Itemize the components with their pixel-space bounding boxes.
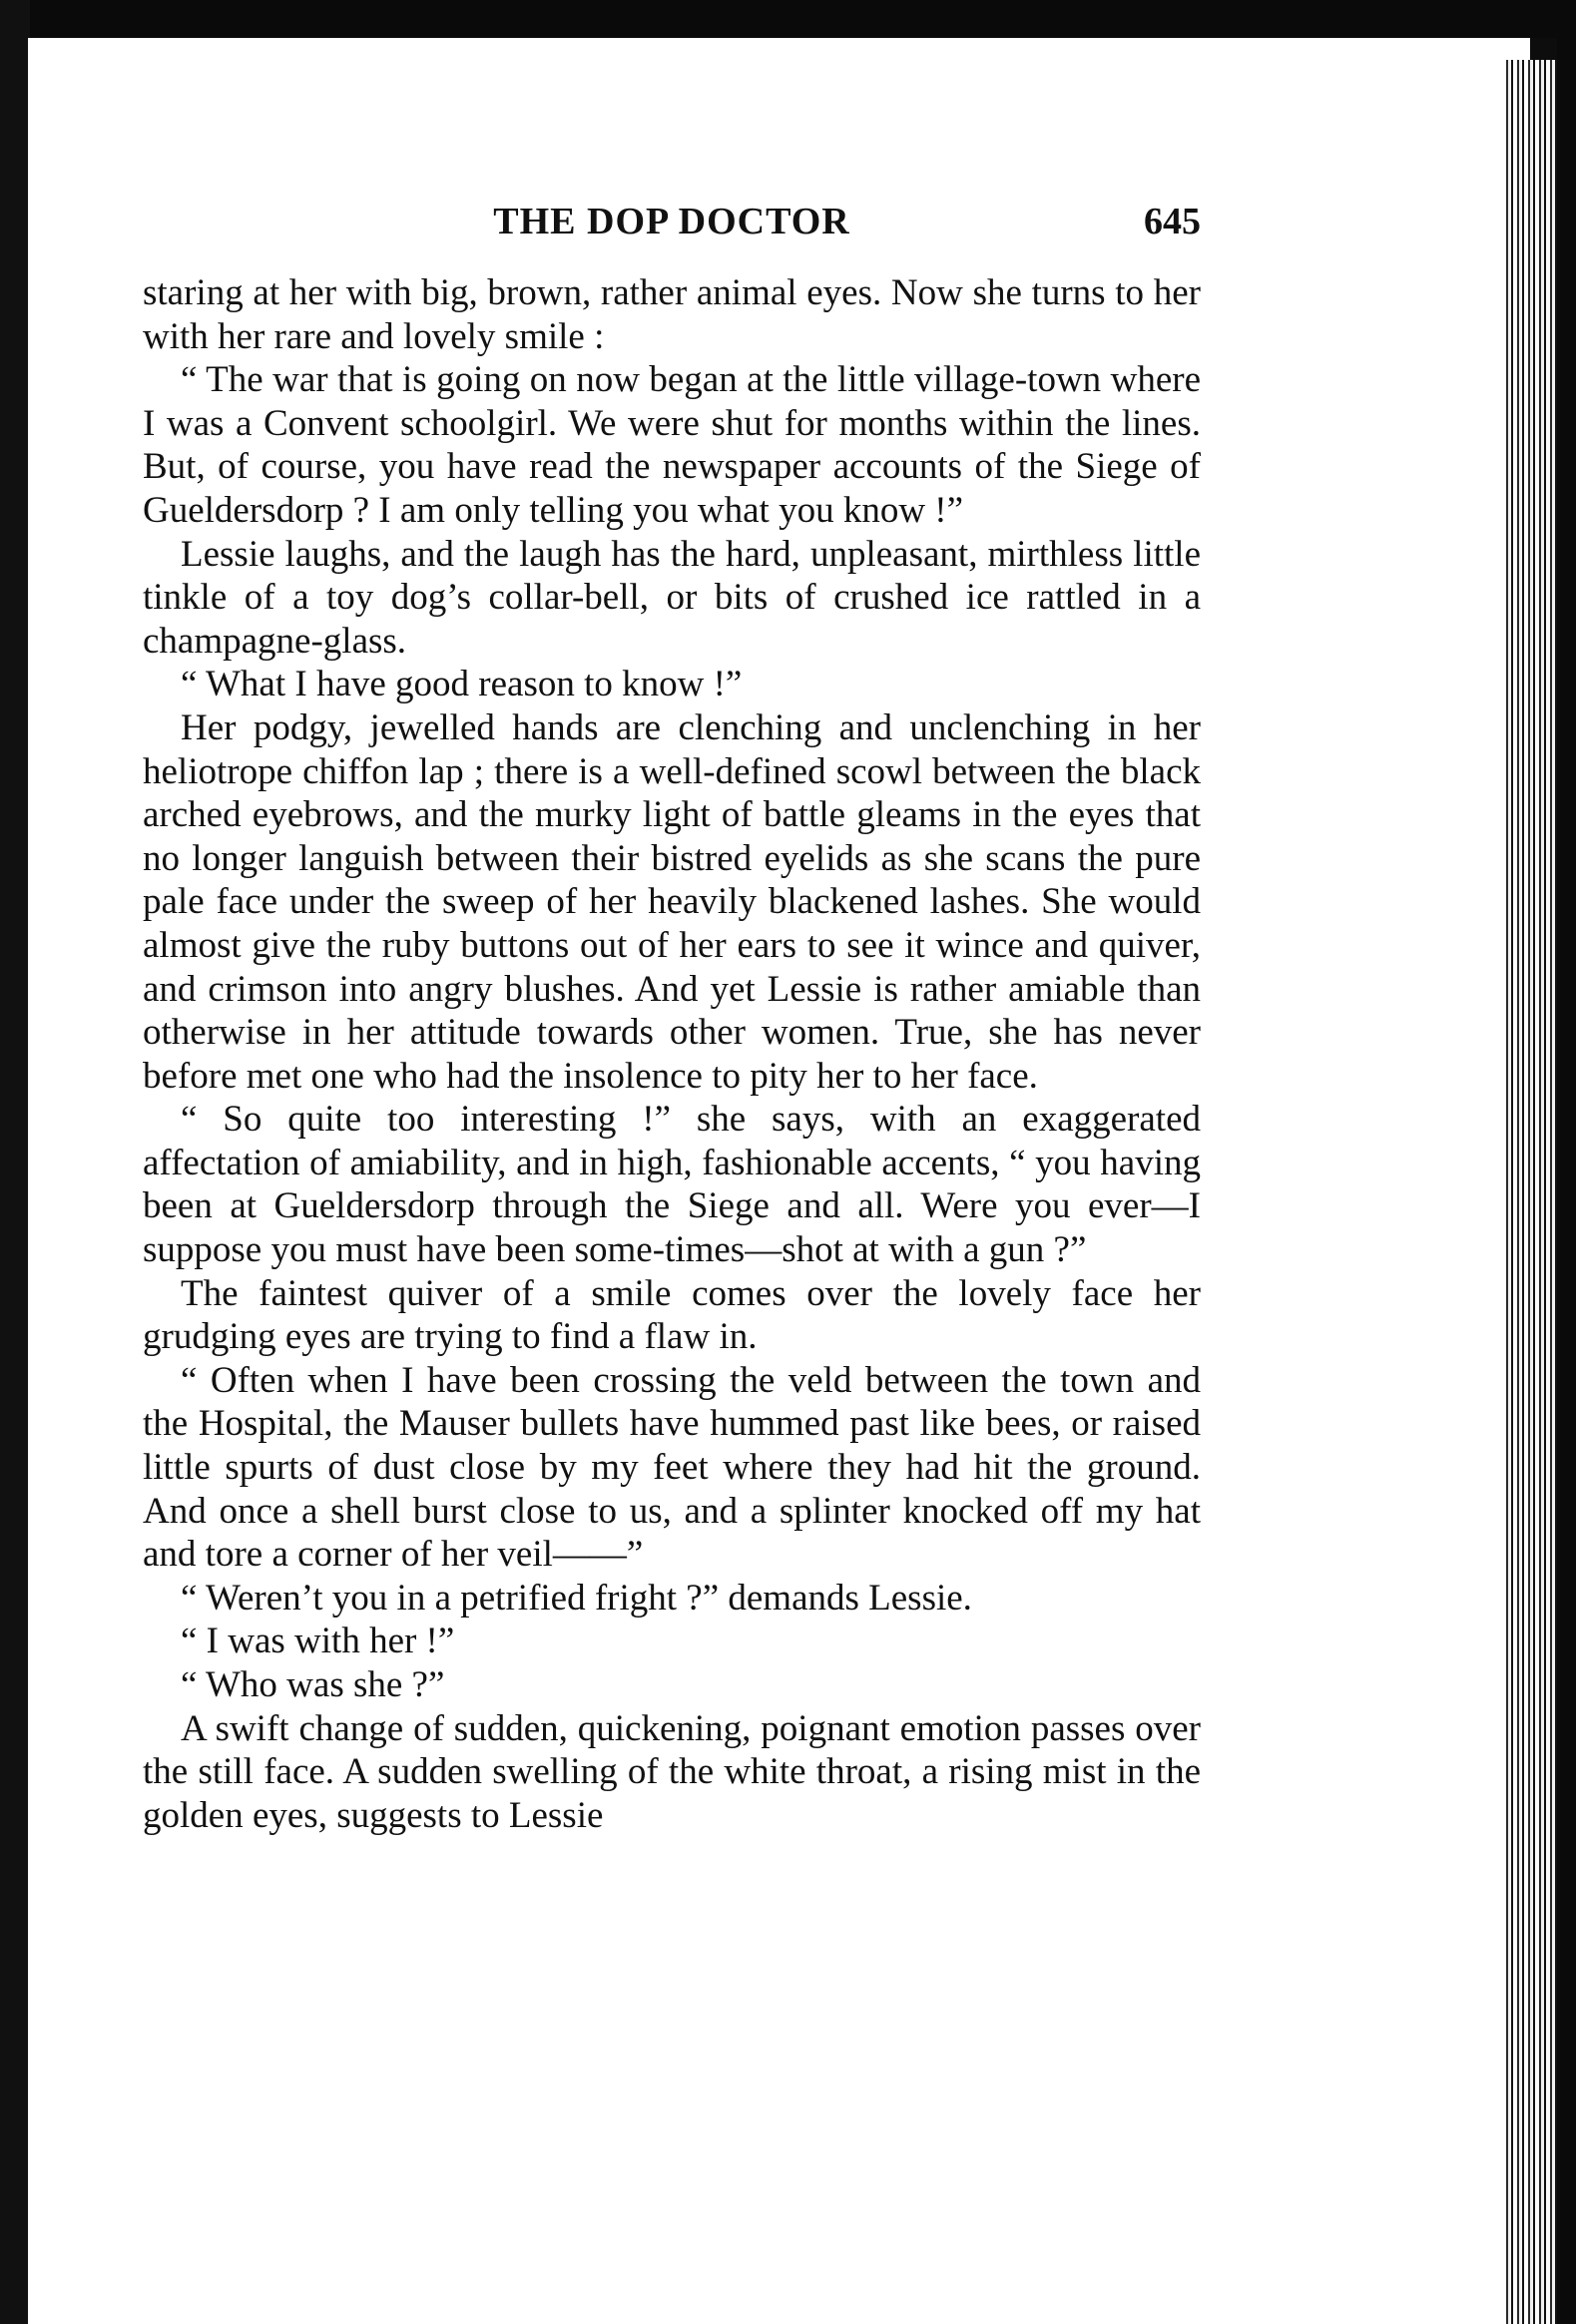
paragraph: “ Weren’t you in a petrified fright ?” demands Lessie. <box>181 1577 972 1619</box>
paragraph: “ What I have good reason to know !” <box>181 664 743 705</box>
paragraph: Lessie laughs, and the laugh has the hard, unpleasant, mirthless little tinkle of a toy dog’s collar-bell, or bits of crushed ice rattled in a champagne-glass. <box>143 533 1201 662</box>
paragraph: A swift change of sudden, quickening, poignant emotion passes over the still face. A sudden swelling of the white throat, a rising mist in the golden eyes, suggests to Lessie <box>143 1707 1201 1836</box>
paragraph: “ I was with her !” <box>181 1621 455 1662</box>
paragraph: Her podgy, jewelled hands are clenching and unclenching in her heliotrope chiffon lap ; there is a well-defined scowl between the black arched eyebrows, and the murky light of battle gleams in the eyes that no longer languish between their bistred eyelids as she scans the pure pale face under the sweep of her heavily blackened lashes. She would almost give the ruby buttons out of her ears to see it wince and quiver, and crimson into angry blushes. And yet Lessie is rather amiable than otherwise in her attitude towards other women. True, she has never before met one who had the insolence to pity her to her face. <box>143 706 1201 1097</box>
running-header <box>143 200 1201 259</box>
body-text <box>143 271 1201 1837</box>
paragraph: “ Who was she ?” <box>181 1664 445 1705</box>
paragraph: staring at her with big, brown, rather animal eyes. Now she turns to her with her rare and lovely smile : <box>143 272 1201 357</box>
page-number: 645 <box>1144 201 1201 242</box>
paragraph: “ The war that is going on now began at the little village-town where I was a Convent schoolgirl. We were shut for months within the lines. But, of course, you have read the newspaper accounts of the Siege of Gueldersdorp ? I am only telling you what you know !” <box>143 359 1201 531</box>
scan-border-left <box>0 0 30 2324</box>
running-title: THE DOP DOCTOR <box>493 201 850 242</box>
paragraph: “ So quite too interesting !” she says, with an exaggerated affectation of amiability, and in high, fashionable accents, “ you having been at Gueldersdorp through the Siege and all. Were you ever—I suppose you must have been some-times—shot at with a gun ?” <box>143 1099 1201 1271</box>
paragraph: “ Often when I have been crossing the veld between the town and the Hospital, the Mauser bullets have hummed past like bees, or raised little spurts of dust close by my feet where they had hit the ground. And once a shell burst close to us, and a splinter knocked off my hat and tore a corner of her veil——” <box>143 1359 1201 1576</box>
scan-border-top <box>0 0 1576 38</box>
scan-border-right <box>1557 0 1576 2324</box>
paragraph: The faintest quiver of a smile comes over the lovely face her grudging eyes are trying to find a flaw in. <box>143 1272 1201 1358</box>
